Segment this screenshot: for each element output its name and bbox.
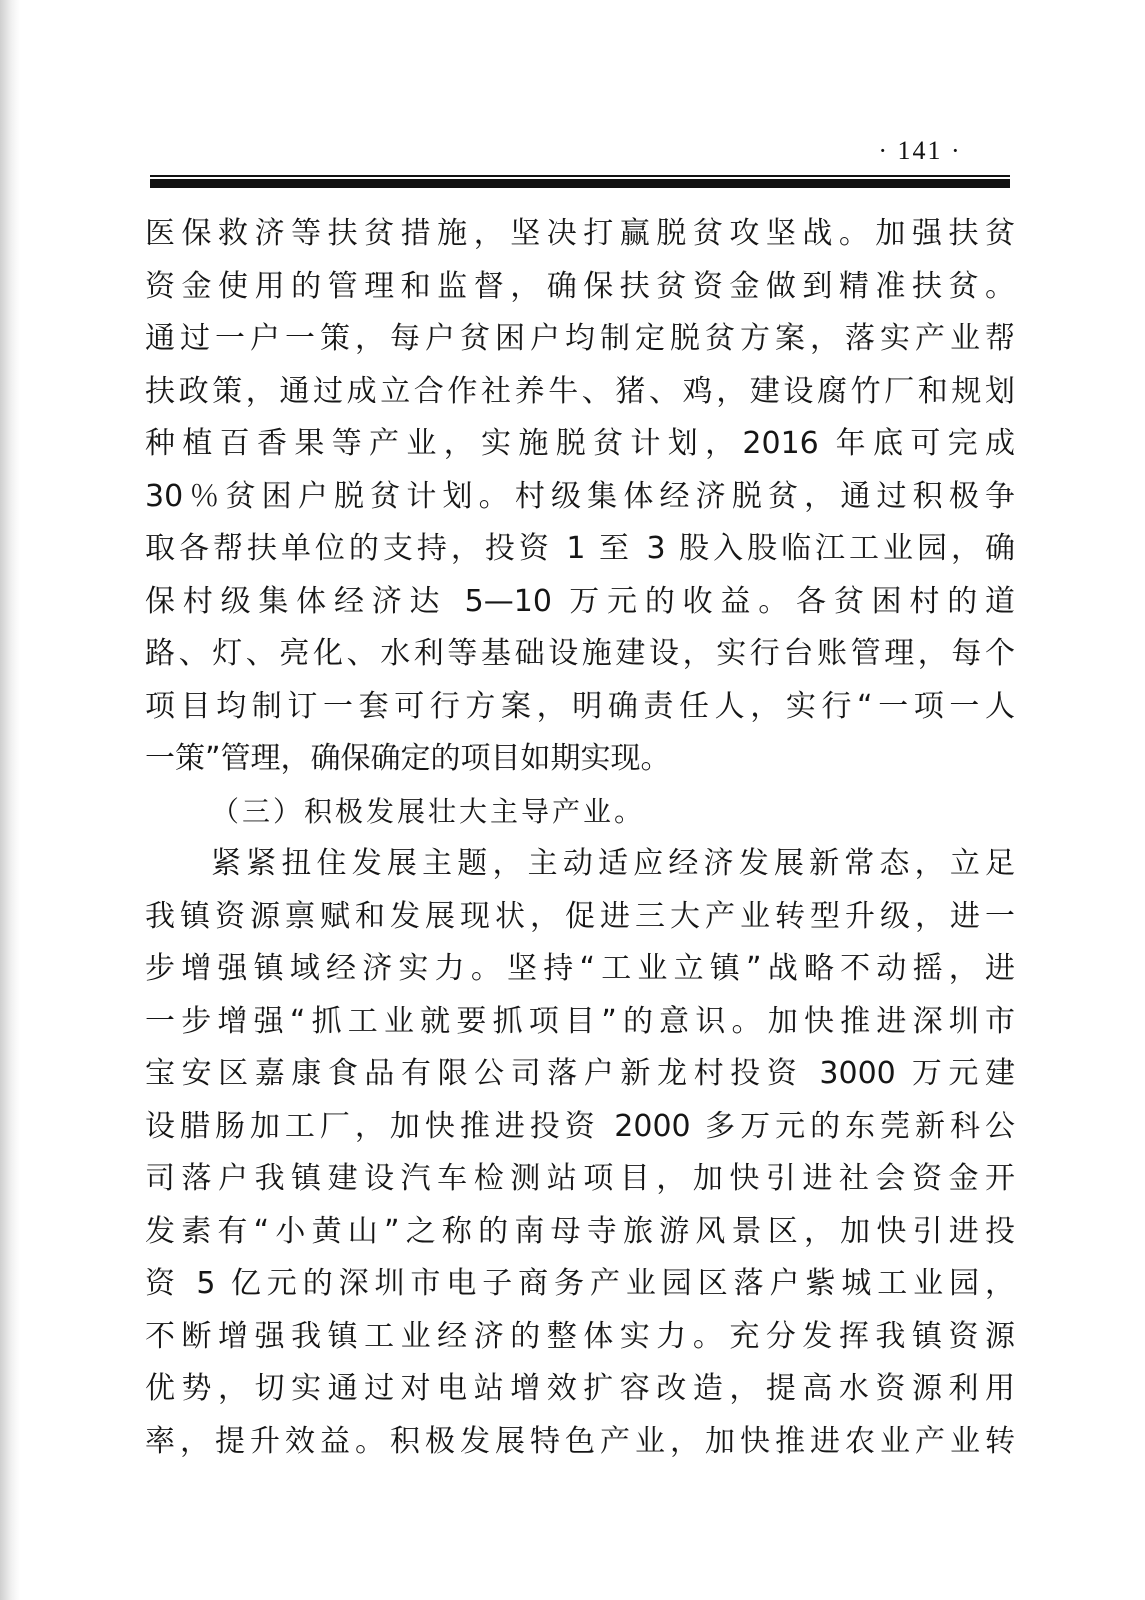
- text-line: 保村级集体经济达 5—10 万元的收益。各贫困村的道: [145, 583, 1015, 619]
- text-line: 发素有“小黄山”之称的南母寺旅游风景区，加快引进投: [145, 1213, 1015, 1249]
- text-line: 率，提升效益。积极发展特色产业，加快推进农业产业转: [145, 1423, 1015, 1459]
- text-line: 步增强镇域经济实力。坚持“工业立镇”战略不动摇，进: [145, 951, 1015, 986]
- text-line: 优势，切实通过对电站增效扩容改造，提高水资源利用: [145, 1371, 1015, 1406]
- text-line: 医保救济等扶贫措施，坚决打赢脱贫攻坚战。加强扶贫: [145, 216, 1015, 251]
- section-heading: （三）积极发展壮大主导产业。: [211, 794, 646, 828]
- header-rule-thin: [150, 175, 1010, 177]
- text-line: 通过一户一策，每户贫困户均制定脱贫方案，落实产业帮: [145, 321, 1015, 356]
- text-line: 取各帮扶单位的支持，投资 1 至 3 股入股临江工业园，确: [145, 531, 1015, 566]
- text-line: 宝安区嘉康食品有限公司落户新龙村投资 3000 万元建: [145, 1056, 1015, 1091]
- text-line: 我镇资源禀赋和发展现状，促进三大产业转型升级，进一: [145, 898, 1015, 934]
- text-line: 设腊肠加工厂，加快推进投资 2000 多万元的东莞新科公: [145, 1108, 1015, 1144]
- text-line: 种植百香果等产业，实施脱贫计划，2016 年底可完成: [145, 426, 1015, 461]
- text-line-paragraph-end: 一策”管理，确保确定的项目如期实现。: [145, 741, 671, 776]
- text-line: 资金使用的管理和监督，确保扶贫资金做到精准扶贫。: [145, 268, 1015, 304]
- text-line: 一步增强“抓工业就要抓项目”的意识。加快推进深圳市: [145, 1003, 1015, 1039]
- text-line: 司落户我镇建设汽车检测站项目，加快引进社会资金开: [145, 1161, 1015, 1196]
- header-rule-thick: [150, 179, 1010, 188]
- page-number: · 141 ·: [878, 136, 962, 165]
- text-line: 扶政策，通过成立合作社养牛、猪、鸡，建设腐竹厂和规划: [145, 373, 1015, 409]
- text-line: 项目均制订一套可行方案，明确责任人，实行“一项一人: [145, 688, 1015, 724]
- scan-edge-shadow: [0, 0, 20, 1600]
- text-line: 不断增强我镇工业经济的整体实力。充分发挥我镇资源: [145, 1318, 1015, 1354]
- body-text: [145, 208, 1015, 1468]
- text-line: 资 5 亿元的深圳市电子商务产业园区落户紫城工业园，: [145, 1266, 1015, 1301]
- text-line: 30％贫困户脱贫计划。村级集体经济脱贫，通过积极争: [145, 478, 1015, 514]
- text-line: 路、灯、亮化、水利等基础设施建设，实行台账管理，每个: [145, 636, 1015, 671]
- text-line-paragraph-start: 紧紧扭住发展主题，主动适应经济发展新常态，立足: [211, 846, 1015, 881]
